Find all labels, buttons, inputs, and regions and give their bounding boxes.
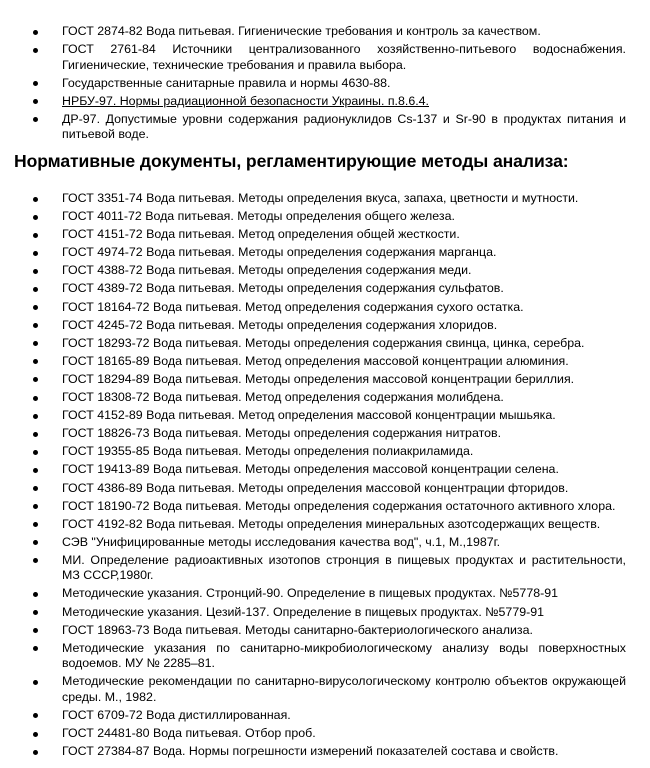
list-item xyxy=(0,444,650,460)
list-item xyxy=(0,318,650,334)
list-item xyxy=(0,245,650,261)
list-item xyxy=(0,24,650,40)
list-item-text: ГОСТ 18293-72 Вода питьевая. Методы определения содержания свинца, цинка, серебра. xyxy=(62,335,585,350)
list-item xyxy=(0,263,650,279)
list-item[interactable] xyxy=(0,94,650,110)
list-item xyxy=(0,674,650,705)
list-item-text: Методические рекомендации по санитарно-вирусологическому контролю объектов окружающей среды. М., 1982. xyxy=(62,674,626,704)
methods-list xyxy=(0,191,650,762)
list-item-text: ГОСТ 18165-89 Вода питьевая. Метод определения массовой концентрации алюминия. xyxy=(62,353,569,368)
list-item-text: ГОСТ 4011-72 Вода питьевая. Методы определения общего железа. xyxy=(62,209,455,224)
list-item-text: ГОСТ 18164-72 Вода питьевая. Метод определения содержания сухого остатка. xyxy=(62,299,524,314)
list-item-text: ГОСТ 4389-72 Вода питьевая. Методы определения содержания сульфатов. xyxy=(62,281,504,296)
list-item xyxy=(0,227,650,243)
list-item-text: ГОСТ 24481-80 Вода питьевая. Отбор проб. xyxy=(62,726,316,741)
list-item-text: Государственные санитарные правила и нормы 4630-88. xyxy=(62,75,391,90)
nrbu-97-link[interactable]: НРБУ-97. Нормы радиационной безопасности Украины. п.8.6.4. xyxy=(62,93,429,108)
list-item-text: ДР-97. Допустимые уровни содержания радионуклидов Cs-137 и Sr-90 в продуктах питания и питьевой воде. xyxy=(62,111,626,142)
section-heading: Нормативные документы, регламентирующие методы анализа: xyxy=(14,151,569,171)
list-item-text: ГОСТ 27384-87 Вода. Нормы погрешности измерений показателей состава и свойств. xyxy=(62,744,559,759)
list-item xyxy=(0,586,650,602)
list-item-text: ГОСТ 2874-82 Вода питьевая. Гигиенические требования и контроль за качеством. xyxy=(62,24,541,38)
list-item xyxy=(0,336,650,352)
list-item xyxy=(0,481,650,497)
list-item xyxy=(0,42,650,73)
list-item-text: ГОСТ 6709-72 Вода дистиллированная. xyxy=(62,707,291,722)
list-item xyxy=(0,499,650,515)
list-item xyxy=(0,426,650,442)
list-item-text: ГОСТ 4151-72 Вода питьевая. Метод определения общей жесткости. xyxy=(62,227,460,242)
list-item-text: МИ. Определение радиоактивных изотопов стронция в пищевых продуктах и растительности, МЗ СССР,1980г. xyxy=(62,552,626,583)
list-item-text: ГОСТ 2761-84 Источники централизованного хозяйственно-питьевого водоснабжения. Гигиенические, технические требования и правила выбора. xyxy=(62,42,626,72)
list-item-text: ГОСТ 18190-72 Вода питьевая. Методы определения содержания остаточного активного хлора. xyxy=(62,498,616,513)
list-item xyxy=(0,517,650,533)
list-item xyxy=(0,605,650,621)
regulations-list xyxy=(0,24,650,145)
list-item-text: ГОСТ 18308-72 Вода питьевая. Метод определения содержания молибдена. xyxy=(62,390,504,405)
list-item xyxy=(0,641,650,672)
list-item-text: Методические указания по санитарно-микробиологическому анализу воды поверхностных водоемов. МУ № 2285–81. xyxy=(62,640,626,671)
list-item-text: ГОСТ 18826-73 Вода питьевая. Методы определения содержания нитратов. xyxy=(62,426,502,441)
list-item-text: ГОСТ 4152-89 Вода питьевая. Метод определения массовой концентрации мышьяка. xyxy=(62,408,556,423)
list-item xyxy=(0,408,650,424)
list-item xyxy=(0,191,650,207)
list-item xyxy=(0,209,650,225)
list-item xyxy=(0,708,650,724)
list-item-text: ГОСТ 4388-72 Вода питьевая. Методы определения содержания меди. xyxy=(62,263,472,278)
list-item xyxy=(0,744,650,760)
list-item xyxy=(0,553,650,584)
list-item xyxy=(0,300,650,316)
list-item xyxy=(0,76,650,92)
list-item xyxy=(0,462,650,478)
list-item-text: ГОСТ 4192-82 Вода питьевая. Методы определения минеральных азотсодержащих веществ. xyxy=(62,516,601,531)
list-item-text: ГОСТ 4974-72 Вода питьевая. Методы определения содержания марганца. xyxy=(62,245,497,260)
list-item-text: ГОСТ 4245-72 Вода питьевая. Методы определения содержания хлоридов. xyxy=(62,317,498,332)
list-item-text: ГОСТ 19355-85 Вода питьевая. Методы определения полиакриламида. xyxy=(62,444,474,459)
list-item-text: ГОСТ 3351-74 Вода питьевая. Методы определения вкуса, запаха, цветности и мутности. xyxy=(62,191,579,205)
list-item xyxy=(0,112,650,143)
list-item-text: ГОСТ 4386-89 Вода питьевая. Методы определения массовой концентрации фторидов. xyxy=(62,480,569,495)
list-item xyxy=(0,535,650,551)
list-item xyxy=(0,390,650,406)
list-item-text: ГОСТ 19413-89 Вода питьевая. Методы определения массовой концентрации селена. xyxy=(62,462,559,477)
list-item xyxy=(0,726,650,742)
list-item-text: ГОСТ 18963-73 Вода питьевая. Методы санитарно-бактериологического анализа. xyxy=(62,622,533,637)
list-item xyxy=(0,623,650,639)
list-item xyxy=(0,372,650,388)
list-item xyxy=(0,354,650,370)
list-item-text: ГОСТ 18294-89 Вода питьевая. Методы определения массовой концентрации бериллия. xyxy=(62,371,575,386)
list-item-text: Методические указания. Цезий-137. Определение в пищевых продуктах. №5779-91 xyxy=(62,604,545,619)
list-item-text: Методические указания. Стронций-90. Определение в пищевых продуктах. №5778-91 xyxy=(62,586,559,601)
list-item xyxy=(0,281,650,297)
list-item-text: СЭВ "Унифицированные методы исследования качества вод", ч.1, М.,1987г. xyxy=(62,534,501,549)
